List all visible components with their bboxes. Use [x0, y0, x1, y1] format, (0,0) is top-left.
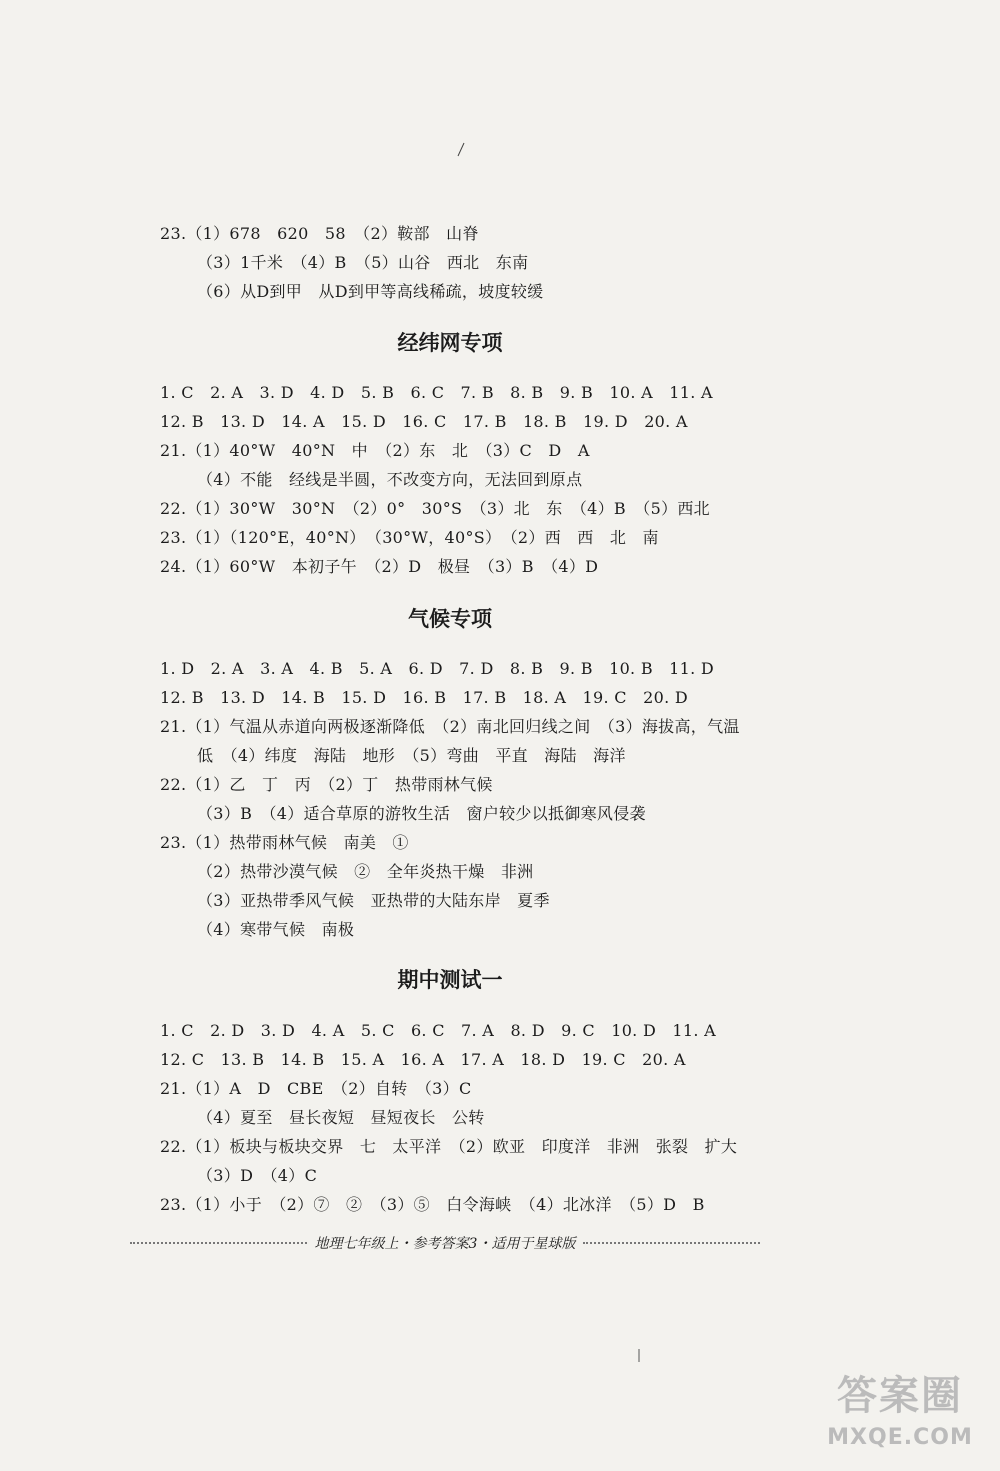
answer-line: 12. B 13. D 14. B 15. D 16. B 17. B 18. A 19. C 20. D	[160, 688, 688, 707]
answer-line: 12. B 13. D 14. A 15. D 16. C 17. B 18. B 19. D 20. A	[160, 412, 688, 431]
answer-line: 1. C 2. D 3. D 4. A 5. C 6. C 7. A 8. D 9. C 10. D 11. A	[160, 1021, 716, 1040]
section-heading: 气候专项	[408, 607, 492, 631]
answer-line: 22.（1）乙 丁 丙 （2）丁 热带雨林气候	[160, 775, 493, 794]
answer-line: 23.（1）热带雨林气候 南美 ①	[160, 833, 409, 852]
footer-rule-left	[130, 1242, 307, 1244]
answer-line: （3）亚热带季风气候 亚热带的大陆东岸 夏季	[197, 891, 550, 910]
answer-line: 21.（1）A D CBE （2）自转 （3）C	[160, 1079, 472, 1098]
answer-line: 24.（1）60°W 本初子午 （2）D 极昼 （3）B （4）D	[160, 557, 599, 576]
site-watermark-logo	[810, 1368, 990, 1463]
answer-line: （2）热带沙漠气候 ② 全年炎热干燥 非洲	[197, 862, 534, 881]
watermark-logo-text: 答案圈	[837, 1373, 963, 1419]
pen-mark-top	[456, 142, 466, 158]
answer-line: 23.（1）（120°E，40°N） （30°W，40°S） （2）西 西 北 南	[160, 528, 659, 547]
answer-line: （4）不能 经线是半圆，不改变方向，无法回到原点	[197, 470, 583, 489]
answer-line: 低 （4）纬度 海陆 地形 （5）弯曲 平直 海陆 海洋	[197, 746, 626, 765]
answer-line: 12. C 13. B 14. B 15. A 16. A 17. A 18. D 19. C 20. A	[160, 1050, 686, 1069]
answer-line: （3）1千米 （4）B （5）山谷 西北 东南	[197, 253, 529, 272]
answer-line: （3）D （4）C	[197, 1166, 318, 1185]
answer-line: 22.（1）30°W 30°N （2）0° 30°S （3）北 东 （4）B （5）西北	[160, 499, 710, 518]
answer-line: 21.（1）40°W 40°N 中 （2）东 北 （3）C D A	[160, 441, 590, 460]
answer-line: 22.（1）板块与板块交界 七 太平洋 （2）欧亚 印度洋 非洲 张裂 扩大	[160, 1137, 738, 1156]
answer-line: 23.（1）小于 （2）⑦ ② （3）⑤ 白令海峡 （4）北冰洋 （5）D B	[160, 1195, 705, 1214]
answer-line: （6）从D到甲 从D到甲等高线稀疏，坡度较缓	[197, 282, 544, 301]
answer-line: 1. D 2. A 3. A 4. B 5. A 6. D 7. D 8. B 9. B 10. B 11. D	[160, 659, 715, 678]
pen-mark-bottom	[636, 1348, 642, 1364]
footer-text: 地理七年级上・参考答案3・适用于星球版	[314, 1236, 576, 1252]
section-heading: 经纬网专项	[397, 331, 503, 355]
answer-line: 21.（1）气温从赤道向两极逐渐降低 （2）南北回归线之间 （3）海拔高，气温	[160, 717, 740, 736]
answer-line: （3）B （4）适合草原的游牧生活 窗户较少以抵御寒风侵袭	[197, 804, 646, 823]
answer-line: 1. C 2. A 3. D 4. D 5. B 6. C 7. B 8. B 9. B 10. A 11. A	[160, 383, 713, 402]
watermark-logo-url: MXQE.COM	[827, 1425, 973, 1450]
footer-rule-right	[583, 1242, 760, 1244]
page-footer	[130, 1233, 760, 1253]
answer-line: 23.（1）678 620 58 （2）鞍部 山脊	[160, 224, 479, 243]
answer-line: （4）夏至 昼长夜短 昼短夜长 公转	[197, 1108, 485, 1127]
answer-line: （4）寒带气候 南极	[197, 920, 355, 939]
section-heading: 期中测试一	[397, 968, 503, 992]
